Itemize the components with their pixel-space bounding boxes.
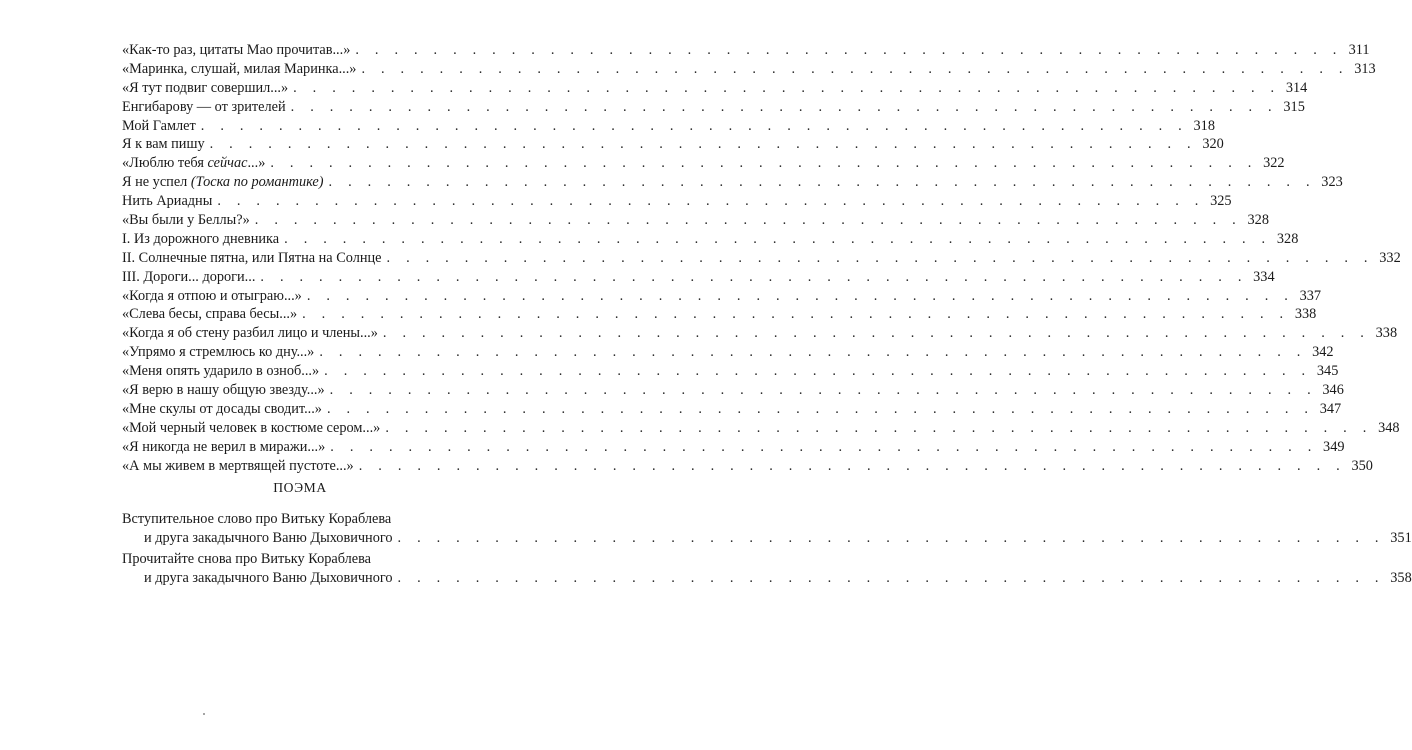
entry-title: [122, 457, 354, 476]
page-number: 325: [1210, 193, 1232, 210]
entry-title: [122, 381, 325, 400]
entry-title-part: II. Солнечные пятна, или Пятна на Солнце: [122, 249, 382, 266]
toc-entry: [122, 60, 1376, 79]
dot-leader: . . . . . . . . . . . . . . . . . . . . . . . . . . . . . . . . . . . . . . . . . . . . . . . . . . .: [209, 136, 1197, 153]
entry-title: [122, 135, 205, 154]
entry-title-part: «Маринка, слушай, милая Маринка...»: [122, 60, 357, 77]
toc-entry: [122, 419, 1400, 438]
toc-entry: [122, 438, 1345, 457]
poema-entry-line2: [122, 569, 1412, 588]
toc-entry: [122, 457, 1373, 476]
entry-title: [122, 287, 302, 306]
dot-leader: . . . . . . . . . . . . . . . . . . . . . . . . . . . . . . . . . . . . . . . . . . . . . . . . . . .: [382, 325, 1371, 342]
poema-entry: [122, 510, 1412, 548]
entry-title-part: I. Из дорожного дневника: [122, 230, 280, 247]
dot-leader: . . . . . . . . . . . . . . . . . . . . . . . . . . . . . . . . . . . . . . . . . . . . . . . . . . .: [306, 287, 1295, 304]
dot-leader: . . . . . . . . . . . . . . . . . . . . . . . . . . . . . . . . . . . . . . . . . . . . . . . . . . .: [385, 419, 1373, 436]
entry-title-part: Енгибарову — от зрителей: [122, 98, 286, 115]
entry-title-line1: Прочитайте снова про Витьку Кораблева: [122, 550, 372, 567]
page-number: 320: [1202, 136, 1224, 153]
dot-leader: . . . . . . . . . . . . . . . . . . . . . . . . . . . . . . . . . . . . . . . . . . . . . . . . . . .: [293, 79, 1281, 96]
dot-leader: . . . . . . . . . . . . . . . . . . . . . . . . . . . . . . . . . . . . . . . . . . . . . . . . . . .: [358, 457, 1346, 474]
entry-title: [122, 154, 265, 173]
page-number: 334: [1253, 268, 1275, 285]
entry-title-part: «Мне скулы от досады сводит...»: [122, 400, 322, 417]
toc-entry: [122, 154, 1285, 173]
entry-title-part: «Я тут подвиг совершил...»: [122, 79, 289, 96]
page-number: 342: [1312, 344, 1334, 361]
dot-leader: . . . . . . . . . . . . . . . . . . . . . . . . . . . . . . . . . . . . . . . . . . . . . . . . . . .: [386, 249, 1374, 266]
dot-leader: . . . . . . . . . . . . . . . . . . . . . . . . . . . . . . . . . . . . . . . . . . . . . . . . . . .: [260, 268, 1248, 285]
page-number: 338: [1375, 325, 1398, 342]
entry-title-italic: (Тоска по романтике): [190, 174, 324, 191]
page-number: 323: [1321, 174, 1343, 191]
dot-leader: . . . . . . . . . . . . . . . . . . . . . . . . . . . . . . . . . . . . . . . . . . . . . . . . . . .: [397, 530, 1385, 546]
dot-leader: . . . . . . . . . . . . . . . . . . . . . . . . . . . . . . . . . . . . . . . . . . . . . . . . . . .: [361, 60, 1349, 77]
entry-title: [122, 249, 382, 268]
toc-entry: [122, 135, 1224, 154]
entry-title-part: Мой Гамлет: [122, 117, 196, 134]
page-number: 318: [1193, 117, 1215, 134]
page-number: 349: [1323, 438, 1345, 455]
table-of-contents: [122, 41, 1401, 475]
entry-title-part: «Слева бесы, справа бесы...»: [122, 306, 298, 323]
entry-title: [122, 98, 286, 117]
toc-entry: [122, 230, 1299, 249]
toc-entry: [122, 192, 1232, 211]
page-number: 337: [1299, 287, 1322, 304]
entry-title-line2: и друга закадычного Ваню Дыховичного: [144, 569, 393, 586]
entry-title-part: ...»: [247, 155, 266, 172]
page-number: 332: [1379, 249, 1401, 266]
toc-entry: [122, 249, 1401, 268]
entry-title: [122, 211, 250, 230]
entry-title: [122, 268, 255, 287]
page-number: 347: [1319, 400, 1342, 417]
entry-title: [122, 438, 325, 457]
entry-title-part: «Я верю в нашу общую звезду...»: [122, 382, 325, 399]
toc-entry: [122, 381, 1344, 400]
dot-leader: . . . . . . . . . . . . . . . . . . . . . . . . . . . . . . . . . . . . . . . . . . . . . . . . . . .: [324, 363, 1312, 380]
entry-title-italic: сейчас: [207, 155, 248, 172]
entry-title: [122, 324, 378, 343]
entry-title: [122, 230, 279, 249]
dot-leader: . . . . . . . . . . . . . . . . . . . . . . . . . . . . . . . . . . . . . . . . . . . . . . . . . . .: [254, 212, 1242, 229]
dot-leader: . . . . . . . . . . . . . . . . . . . . . . . . . . . . . . . . . . . . . . . . . . . . . . . . . . .: [284, 230, 1272, 247]
entry-title-part: «Вы были у Беллы?»: [122, 212, 250, 229]
entry-title: [122, 60, 356, 79]
page-number: 351: [1390, 530, 1412, 546]
dot-leader: . . . . . . . . . . . . . . . . . . . . . . . . . . . . . . . . . . . . . . . . . . . . . . . . . . .: [330, 438, 1318, 455]
entry-title-part: «Как-то раз, цитаты Мао прочитав...»: [122, 42, 351, 58]
entry-title: [122, 41, 350, 60]
section-heading-poema: ПОЭМА: [273, 480, 327, 495]
page-number: 311: [1348, 42, 1370, 58]
poema-entry-line2: [122, 529, 1412, 548]
toc-entry: [122, 324, 1398, 343]
page-number: 358: [1390, 569, 1412, 586]
entry-title-part: «Когда я отпою и отыграю...»: [122, 287, 302, 304]
entry-title-part: «Люблю тебя: [122, 155, 208, 172]
entry-title: [122, 79, 288, 98]
poema-entry: [122, 550, 1412, 588]
toc-entry: [122, 211, 1269, 230]
entry-title-part: «Мой черный человек в костюме сером...»: [122, 419, 381, 436]
poema-contents: [122, 510, 1412, 590]
toc-entry: [122, 343, 1334, 362]
dot-leader: . . . . . . . . . . . . . . . . . . . . . . . . . . . . . . . . . . . . . . . . . . . . . . . . . . .: [355, 42, 1343, 58]
toc-entry: [122, 287, 1322, 306]
toc-entry: [122, 305, 1317, 324]
dot-leader: . . . . . . . . . . . . . . . . . . . . . . . . . . . . . . . . . . . . . . . . . . . . . . . . . . .: [319, 344, 1307, 361]
entry-title: [122, 173, 324, 192]
entry-title-part: III. Дороги... дороги...: [122, 268, 256, 285]
dot-leader: . . . . . . . . . . . . . . . . . . . . . . . . . . . . . . . . . . . . . . . . . . . . . . . . . . .: [397, 569, 1385, 586]
entry-title: [122, 362, 319, 381]
page-number: 338: [1294, 306, 1317, 323]
page-number: 350: [1351, 457, 1373, 474]
page-speck: [203, 713, 205, 715]
dot-leader: . . . . . . . . . . . . . . . . . . . . . . . . . . . . . . . . . . . . . . . . . . . . . . . . . . .: [200, 117, 1188, 134]
page-number: 315: [1283, 98, 1305, 115]
dot-leader: . . . . . . . . . . . . . . . . . . . . . . . . . . . . . . . . . . . . . . . . . . . . . . . . . . .: [328, 174, 1316, 191]
toc-entry: [122, 98, 1305, 117]
dot-leader: . . . . . . . . . . . . . . . . . . . . . . . . . . . . . . . . . . . . . . . . . . . . . . . . . . .: [329, 382, 1317, 399]
dot-leader: . . . . . . . . . . . . . . . . . . . . . . . . . . . . . . . . . . . . . . . . . . . . . . . . . . .: [326, 400, 1315, 417]
page-number: 322: [1263, 155, 1285, 172]
toc-entry: [122, 79, 1308, 98]
entry-title-part: «А мы живем в мертвящей пустоте...»: [122, 457, 354, 474]
toc-entry: [122, 117, 1215, 136]
page-number: 345: [1316, 363, 1339, 380]
entry-title-part: «Упрямо я стремлюсь ко дну...»: [122, 344, 315, 361]
entry-title: [122, 400, 322, 419]
dot-leader: . . . . . . . . . . . . . . . . . . . . . . . . . . . . . . . . . . . . . . . . . . . . . . . . . . .: [290, 98, 1278, 115]
page-number: 328: [1276, 230, 1299, 247]
entry-title-line2: и друга закадычного Ваню Дыховичного: [144, 530, 393, 546]
entry-title: [122, 117, 196, 136]
page-number: 348: [1378, 419, 1400, 436]
page-number: 328: [1247, 212, 1269, 229]
toc-entry: [122, 362, 1339, 381]
toc-entry: [122, 173, 1343, 192]
entry-title-line1: Вступительное слово про Витьку Кораблева: [122, 511, 392, 527]
entry-title: [122, 305, 297, 324]
entry-title-part: Я к вам пишу: [122, 136, 205, 153]
entry-title-part: Нить Ариадны: [122, 193, 213, 210]
entry-title-part: «Меня опять ударило в озноб...»: [122, 363, 320, 380]
page-number: 346: [1322, 382, 1344, 399]
toc-entry: [122, 268, 1275, 287]
entry-title: [122, 343, 314, 362]
page-number: 313: [1354, 60, 1376, 77]
toc-entry: [122, 41, 1370, 60]
entry-title: [122, 192, 212, 211]
page-number: 314: [1285, 79, 1308, 96]
entry-title: [122, 419, 380, 438]
entry-title-part: «Я никогда не верил в миражи...»: [122, 438, 326, 455]
dot-leader: . . . . . . . . . . . . . . . . . . . . . . . . . . . . . . . . . . . . . . . . . . . . . . . . . . .: [302, 306, 1290, 323]
dot-leader: . . . . . . . . . . . . . . . . . . . . . . . . . . . . . . . . . . . . . . . . . . . . . . . . . . .: [270, 155, 1258, 172]
entry-title-part: Я не успел: [122, 174, 191, 191]
entry-title-part: «Когда я об стену разбил лицо и члены...»: [122, 325, 378, 342]
dot-leader: . . . . . . . . . . . . . . . . . . . . . . . . . . . . . . . . . . . . . . . . . . . . . . . . . . .: [217, 193, 1205, 210]
toc-entry: [122, 400, 1342, 419]
